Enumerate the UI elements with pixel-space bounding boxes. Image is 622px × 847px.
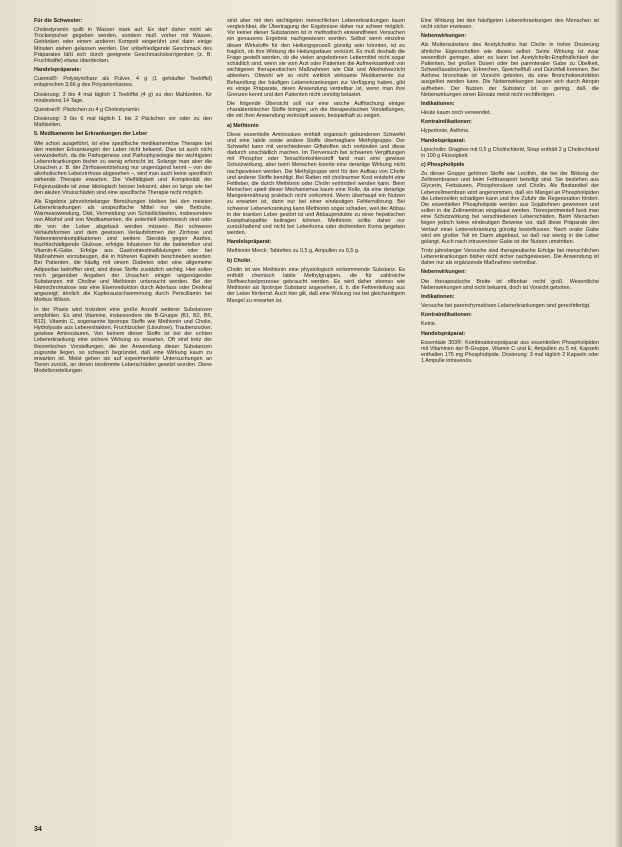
paragraph-top: Eine Wirkung bei den häufigsten Lebererkrankungen des Menschen ist nicht sicher erwiesen. xyxy=(421,18,599,31)
paragraph-continued: sind aber mit den wichtigsten menschlichen Lebererkrankungen kaum vergleichbar, die Übertragung der Ergebnisse daher nur schwer möglich. Vor keiner dieser Substanzen ist in methodisch einwandfreien Versuchen ein genaueres Ergebnis nachgewiesen worden. Selbst wenn einzelne dieser Wirkstoffe für den Heilungsprozeß günstig sein könnten, ist es fraglich, ob ihre Wirkung die Heilungsdauer verkürzt. Es muß deshalb die Frage gestellt werden, ob die vielen angebotenen Lebermittel nicht sogar schädlich sind, wenn sie vom Arzt oder Patienten die Aufmerksamkeit von wichtigeren therapeutischen Maßnahmen wie Diät und Alkoholverzicht ablenken. Obwohl wir so nicht wirklich wirksame Medikamente zur Behandlung der häufigen Lebererkrankungen zur Verfügung haben, gibt es einige Präparate, deren Anwendung vertretbar ist, wenn man ihre Grenzen kennt und den Patienten nicht unnötig belastet. xyxy=(227,18,405,98)
paragraph-indikationen: Heute kaum noch verwendet. xyxy=(421,110,492,117)
paragraph-nebenwirkungen: Als Muttersubstanz des Acetylcholins hat Cholin in hoher Dosierung ähnliche Eigenschaften wie dieses selbst. Seine Wirkung ist zwar wesentlich geringer, aber es kann bei Acetylcholin-Empfindlichkeit der Patienten, bei großen Dosen oder bei parenteraler Gabe zu Übelkeit, Schweißausbrüchen, Erbrechen, Speichelfluß und Durchfall kommen. Bei Asthma bronchiale ist Vorsicht geboten, da eine Bronchokonstriktion ausgelöst werden kann. Die Nebenwirkungen lassen sich durch Atropin aufheben. Der Nutzen der Substanz ist so gering, daß die Nebenwirkungen einen Einsatz meist nicht rechtfertigen. xyxy=(421,42,599,98)
paragraph-5a: Wie schon ausgeführt, ist eine spezifische medikamentöse Therapie bei den meisten Erkrankungen der Leber nicht bekannt. Dies ist auch nicht verwunderlich, da die Pathogenese und Pathophysiologie der wichtigsten Lebererkrankungen bisher zu wenig erforscht ist. Solange man aber die Ursachen z. B. der Zirrhoseentstehung nur ungenügend kennt – von der alkoholischen Leberzirrhose abgesehen –, wird man auch keine spezifisch wirkende Therapie erwarten. Die Vielfältigkeit und Komplexität der Folgezustände ist zwar ätiologisch besser bekannt, aber so lange wie bei den akuten Virusschäden sind eine spezifische Therapie nicht möglich. xyxy=(34,140,212,196)
paragraph-questran: Questran®: Päckchen zu 4 g Cholestyramin. xyxy=(34,106,141,113)
page-edge-shadow xyxy=(614,0,622,847)
heading-cholin: b) Cholin xyxy=(227,257,251,264)
paragraph-handelspraeparat-methionin: Methionin Merck: Tabletten zu 0,5 g, Ampullen zu 0,5 g. xyxy=(227,248,360,255)
heading-kontraindikationen: Kontraindikationen: xyxy=(421,119,472,126)
paragraph-schwester: Cholestyramin quillt in Wasser stark auf. Es darf daher nicht als Trockenpulver gegeben werden, sondern muß vorher mit Wasser, Getränken oder einem anderen Kompott eingerührt und dann einige Minuten stehen gelassen werden. Der unbefriedigende Geschmack des Präparates läßt sich durch geeignete Geschmackskorrigentien (z. B. Fruchtsäfte) etwas überdecken. xyxy=(34,27,212,64)
paragraph-handelspraeparat-2: Essentiale 303®: Kombinationspräparat aus essentiellen Phospholipiden mit Vitaminen der B-Gruppe, Vitamin C und E; Ampullen zu 5 ml, Kapseln enthalten 175 mg Phospholipide. Dosierung: 3 mal täglich 2 Kapseln oder 1 Ampulle intravenös. xyxy=(421,339,599,365)
heading-indikationen: Indikationen: xyxy=(421,100,455,107)
heading-phospholipide: c) Phospholipide xyxy=(421,161,465,168)
heading-handelspraeparate: Handelspräparate: xyxy=(34,67,82,74)
heading-nebenwirkungen: Nebenwirkungen: xyxy=(421,33,467,40)
paragraph-phospholipide: Zu dieser Gruppe gehören Stoffe wie Lecithin, die bei der Bildung der Zellmembranen und beim Fetttransport beteiligt sind. Sie bestehen aus Glycerin, Fettsäuren, Phosphorsäure und Cholin. Als Bestandteil der Leberzellmembran wird angenommen, daß ein Mangel an Phospholipiden die Leberzellen schädigen kann und ihre Zufuhr die Regeneration fördert. Die essentiellen Phospholipide werden aus Sojabohnen gewonnen und sollen in die Zellmembran eingebaut werden. Tierexperimentell fand man eine Schutzwirkung bei verschiedenen Leberschäden. Beim Menschen liegen jedoch keine eindeutigen Beweise vor, daß diese Präparate den Verlauf einer Lebererkrankung günstig beeinflussen. Nach oraler Gabe wird ein großer Teil im Darm abgebaut, so daß nur wenig in die Leber gelangt. Auch nach intravenöser Gabe ist der Nutzen umstritten. xyxy=(421,171,599,245)
paragraph-uebersicht: Die folgende Übersicht soll nur eine rasche Auffrischung einiger charakteristischer Stoffe bringen, um die therapeutischen Vorstellungen, die mit ihrer Anwendung verknüpft waren, beispielhaft zu zeigen. xyxy=(227,101,405,120)
heading-schwester: Für die Schwester: xyxy=(34,18,83,24)
heading-handelspraeparat-2: Handelspräparat: xyxy=(421,330,466,337)
paragraph-handelspraeparat-cholin: Lipocholin: Dragées mit 0,5 g Cholinchlorid, Sirup enthält 2 g Cholinchlorid in 100 g Flüssigkeit. xyxy=(421,146,599,159)
paragraph-indikationen-2: Versuche bei parenchymatösen Lebererkrankungen sind gerechtfertigt. xyxy=(421,303,591,310)
paragraph-methionin: Diese essentielle Aminosäure enthält organisch gebundenen Schwefel und eine labile sowie andere Stoffe übertragbare Methylgruppe. Der Schwefel kann mit verschiedenen Giftstoffen sich verbinden und diese dadurch unschädlich machen. Im Tierversuch bei schweren Vergiftungen mit Phosphor oder Tetrachlorkohlenstoff fand man eine gewisse Schutzwirkung, aber beim Menschen konnte eine derartige Wirkung nicht nachgewiesen werden. Die Methylgruppe wird für den Aufbau von Cholin und anderer Stoffe benötigt. Bei Ratten mit cholinarmer Kost entsteht eine Fettleber, die durch Methionin oder Cholin verhindert werden kann. Beim Menschen spielt dieser Mechanismus kaum eine Rolle, da eine derartige Mangelernährung praktisch nicht vorkommt. Wenn überhaupt ein Nutzen zu erwarten ist, dann nur bei einer eindeutigen Fehlernährung. Bei schwerer Lebererkrankung kann Methionin sogar schaden, weil der Abbau in der kranken Leber gestört ist und Abbauprodukte zu einer hepatischen Enzephalopathie beitragen können. Methionin sollte daher nur zurückhaltend und nicht bei Leberkoma oder drohendem Koma gegeben werden. xyxy=(227,131,405,237)
paragraph-cuemid: Cuemid®: Polystyrolharz als Pulver, 4 g (1 gehäufter Teelöffel) entsprechen 3,66 g des Polyanionharzes. xyxy=(34,76,212,89)
column-left xyxy=(34,18,212,817)
heading-handelspraeparat-cholin: Handelspräparat: xyxy=(421,137,466,144)
column-middle xyxy=(227,18,405,817)
paragraph-nebenwirkungen-2: Die therapeutische Breite ist offenbar recht groß. Wesentliche Nebenwirkungen sind nicht bekannt, doch ist Vorsicht geboten. xyxy=(421,278,599,291)
heading-handelspraeparat-methionin: Handelspräparat: xyxy=(227,239,272,246)
paragraph-5c: In der Praxis wird trotzdem eine große Anzahl weiterer Substanzen empfohlen. Es sind Vitamine, insbesondere die B-Gruppe (B1, B2, B6, B12), Vitamin C, sogenannte lipotrope Stoffe wie Methionin und Cholin, Hydrolysate aus Leberextrakten, Fruchtzucker (Lävulose), Traubenzucker, gewisse Aminosäuren. Von keinem dieser Stoffe ist bei der echten Lebererkrankung eine sichere Wirkung zu erwarten. Oft sind trotz der theoretischen Vorstellungen, die der Anwendung dieser Substanzen zugrunde liegen, so schwach begründet, daß eine Wirkung kaum zu erwarten ist. Meist gehen sie auf experimentelle Untersuchungen an Tieren zurück, an denen bestimmte Leberschäden gesetzt wurden. Diese Modellvorstellungen xyxy=(34,306,212,375)
paragraph-dosierung-cuemid: Dosierung: 3 bis 4 mal täglich 1 Teelöffel (4 g) zu den Mahlzeiten, für mindestens 14 Tage. xyxy=(34,91,212,104)
page-number: 34 xyxy=(34,826,42,833)
paragraph-cholin: Cholin ist wie Methionin eine physiologisch vorkommende Substanz. Es enthält chemisch labile Methylgruppen, die für zahlreiche Stoffwechselprozesse gebraucht werden. Es wird daher ebenso wie Methionin als lipotrope Substanz angesehen, d. h. die Fettverteilung aus der Leber fördernd. Auch hier gilt, daß eine Wirkung nur bei gleichzeitigem Mangel zu erwarten ist. xyxy=(227,266,405,304)
heading-methionin: a) Methionin xyxy=(227,122,259,129)
heading-nebenwirkungen-2: Nebenwirkungen: xyxy=(421,269,467,276)
paragraph-dosierung-questran: Dosierung: 3 bis 6 mal täglich 1 bis 2 Päckchen vor oder zu den Mahlzeiten. xyxy=(34,116,212,129)
paragraph-phospholipide-2: Trotz jahrelanger Versuche sind therapeutische Erfolge bei menschlichen Lebererkrankungen bisher nicht sicher nachgewiesen. Die Anwendung ist daher nur als ergänzende Maßnahme vertretbar. xyxy=(421,248,599,267)
column-right xyxy=(421,18,599,817)
heading-kontraindikationen-2: Kontraindikationen: xyxy=(421,312,472,319)
paragraph-kontraindikationen-2: Keine. xyxy=(421,321,437,328)
paragraph-kontraindikationen: Hypertonie, Asthma. xyxy=(421,128,470,135)
heading-indikationen-2: Indikationen: xyxy=(421,293,455,300)
heading-section-5: 5. Medikamente bei Erkrankungen der Leber xyxy=(34,131,148,138)
paragraph-5b: Als Ergebnis jahrzehntelanger Bemühungen bleiben bei den meisten Lebererkrankungen als unspezifische Mittel nur wie Bettruhe, Wärmeanwendung, Diät, Vermeidung von Schädlichkeiten, insbesondere von Alkohol und von Medikamenten, die potentiell lebertoxisch sind oder die von der Leber abgebaut werden müssen. Bei schweren Verlaufsformen und dem gewissen Verlaufsformen der Zirrhose und Nebennierenkomplikationen sind weitere Steroide gegen Aszites, feuchtschädigende Glukose, erfolgte Infusionen für die bakteriellen und Vitamin-K-Gabe. Erfolge aus Gastrointestinalblutungen oder bei Maßnahmen vorzubeugen, die in früheren Kapiteln beschrieben wurden. Bei Patienten, die häufig mit einem Diabetes oder eine allgemeine Adipositas betroffen sind, sind diese Stoffe zusätzlich wichtig. Hier sollen noch gegenüber Angaben der Ursachen einiger ungenügender Substanzen mit Choline und Methionin untersucht werden. Bei der Hämochromatose war eine Eisenreduktion durch Aderlass oder Desferal angezeigt; ähnlich die Kupferausschwemmung durch Penicillamin bei Morbus Wilson. xyxy=(34,198,212,304)
